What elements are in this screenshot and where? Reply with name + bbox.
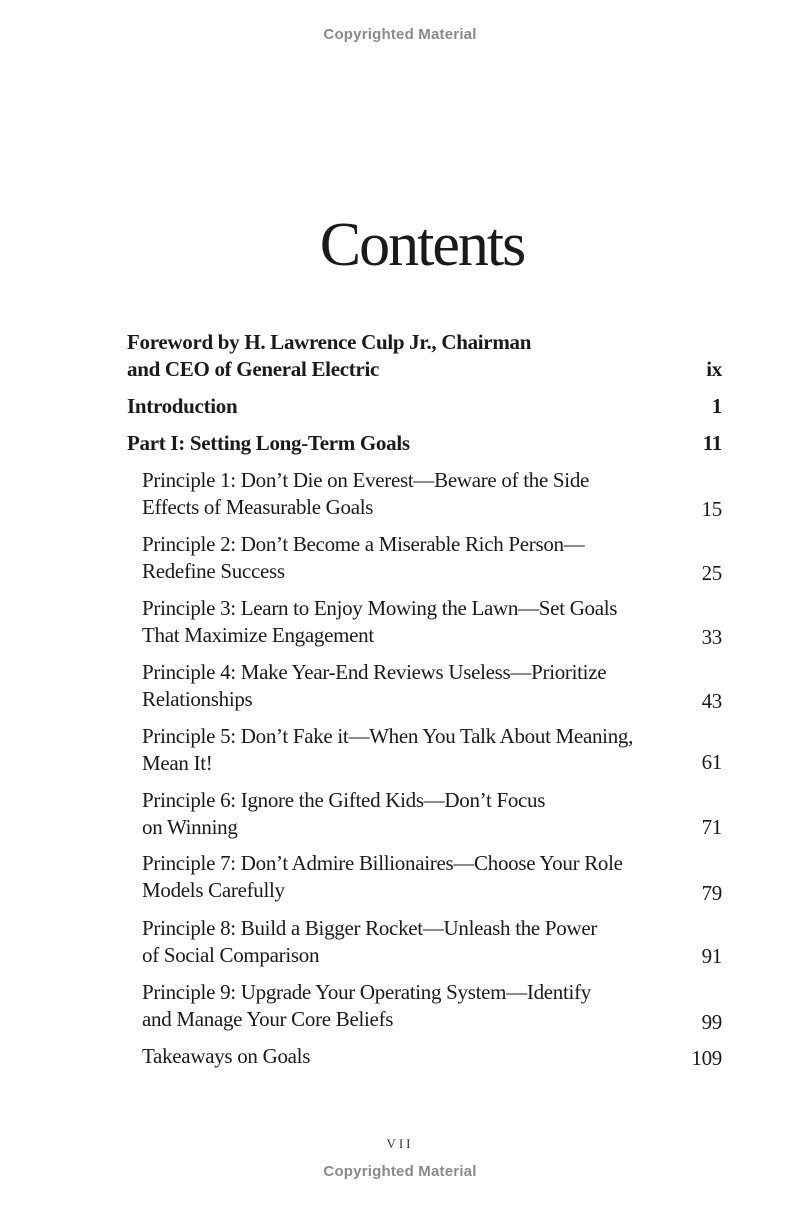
toc-entry-line: Relationships (142, 687, 253, 711)
toc-entry-line: Principle 6: Ignore the Gifted Kids—Don’t Focus (142, 788, 546, 812)
toc-entry-line: Principle 7: Don’t Admire Billionaires—Choose Your Role (142, 851, 623, 875)
toc-entry-line: Mean It! (142, 751, 213, 775)
toc-entry-line: Takeaways on Goals (142, 1044, 311, 1068)
toc-page-number: 91 (701, 944, 722, 968)
toc-entry-line: of Social Comparison (142, 943, 320, 967)
toc-entry-line: Part I: Setting Long-Term Goals (127, 431, 410, 455)
toc-entry-line: Foreword by H. Lawrence Culp Jr., Chairman (127, 330, 532, 354)
toc-entry-line: Principle 4: Make Year-End Reviews Useless—Prioritize (142, 660, 607, 684)
toc-entry-principle-1 (142, 468, 722, 524)
toc-entry-line: Principle 8: Build a Bigger Rocket—Unleash the Power (142, 916, 598, 940)
toc-page-number: 11 (702, 431, 722, 455)
toc-entry-takeaways (142, 1044, 722, 1072)
toc-page-number: 15 (701, 497, 722, 521)
toc-page-number: 25 (701, 561, 722, 585)
toc-entry-principle-6 (142, 788, 722, 844)
toc-entry-part-1 (127, 431, 722, 459)
toc-entry-principle-2 (142, 532, 722, 588)
toc-entry-introduction (127, 394, 722, 422)
toc-page-number: 99 (701, 1010, 722, 1034)
toc-entry-line: Principle 1: Don’t Die on Everest—Beware of the Side (142, 468, 590, 492)
copyright-watermark-bottom: Copyrighted Material (323, 1163, 477, 1180)
copyright-watermark-top: Copyrighted Material (323, 26, 477, 43)
toc-page-number: 33 (701, 625, 722, 649)
toc-entry-principle-9 (142, 980, 722, 1036)
toc-entry-principle-7 (142, 851, 722, 907)
toc-page-number: 71 (701, 815, 722, 839)
toc-page-number: 79 (701, 881, 722, 905)
toc-page-number: 61 (701, 750, 722, 774)
toc-entry-principle-8 (142, 916, 722, 972)
toc-entry-line: Introduction (127, 394, 238, 418)
toc-page-number: 1 (711, 394, 722, 418)
toc-entry-line: That Maximize Engagement (142, 623, 374, 647)
toc-entry-line: Redefine Success (142, 559, 285, 583)
toc-entry-line: Principle 5: Don’t Fake it—When You Talk About Meaning, (142, 724, 634, 748)
toc-page-number: 43 (701, 689, 722, 713)
page-title: Contents (319, 211, 525, 279)
page-folio: VII (386, 1136, 414, 1151)
toc-entry-line: Models Carefully (142, 878, 285, 902)
toc-entry-line: on Winning (142, 815, 238, 839)
toc-entry-principle-3 (142, 596, 722, 652)
toc-entry-line: Principle 2: Don’t Become a Miserable Rich Person— (142, 532, 585, 556)
toc-entry-line: Principle 3: Learn to Enjoy Mowing the Lawn—Set Goals (142, 596, 618, 620)
toc-entry-principle-5 (142, 724, 722, 780)
toc-entry-line: Effects of Measurable Goals (142, 495, 374, 519)
toc-entry-foreword (127, 330, 722, 386)
toc-entry-line: and CEO of General Electric (127, 357, 380, 381)
toc-page-number: ix (706, 357, 722, 381)
toc-entry-line: Principle 9: Upgrade Your Operating System—Identify (142, 980, 591, 1004)
toc-page-number: 109 (691, 1046, 722, 1070)
toc-entry-line: and Manage Your Core Beliefs (142, 1007, 394, 1031)
toc-entry-principle-4 (142, 660, 722, 716)
